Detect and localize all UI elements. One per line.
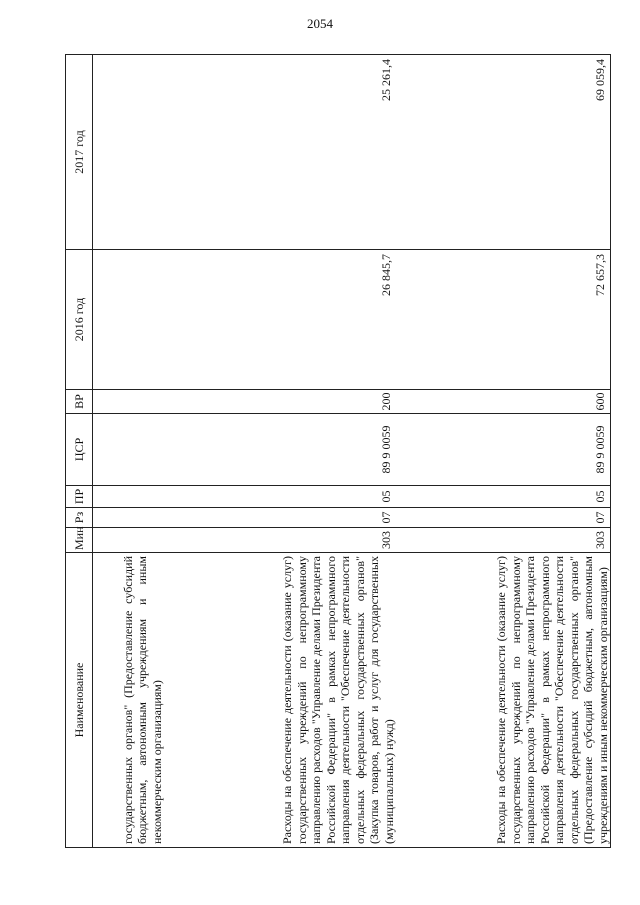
row-2016 (93, 250, 165, 390)
row-min: 303 (396, 528, 611, 553)
header-min: Мин (66, 528, 93, 553)
row-name-cell (396, 553, 611, 848)
header-vr: ВР (66, 390, 93, 414)
header-rz: Рз (66, 508, 93, 528)
row-name-cell (93, 553, 165, 848)
row-pr: 05 (396, 486, 611, 508)
row-name: государственных органов" (Предоставление субсидий бюджетным, автономным учреждениям и иным некоммерческим организациям) (120, 556, 164, 844)
table-header-row (66, 55, 93, 848)
row-2017 (93, 55, 165, 250)
row-csr: 89 9 0059 (164, 414, 396, 486)
row-vr: 200 (164, 390, 396, 414)
row-csr (93, 414, 165, 486)
budget-table (65, 54, 611, 848)
row-name: Расходы на обеспечение деятельности (оказание услуг) государственных учреждений по непрограммному направлению расходов "Управление делами Президента Российской Федерации" в рамках непрограммного направления деятельности "Обеспечение деятельности отдельных федеральных государственных органов" (Предоставление субсидий бюджетным, автономным учреждениям и иным некоммерческим организациям) (494, 556, 610, 844)
row-pr: 05 (164, 486, 396, 508)
row-rz: 07 (164, 508, 396, 528)
table-row (396, 55, 611, 848)
header-csr: ЦСР (66, 414, 93, 486)
rotated-table-area (65, 55, 610, 848)
table-row (164, 55, 396, 848)
page-number: 2054 (307, 16, 333, 31)
row-2017: 69 059,4 (396, 55, 611, 250)
row-rz: 07 (396, 508, 611, 528)
header-2016: 2016 год (66, 250, 93, 390)
row-vr (93, 390, 165, 414)
row-min: 303 (164, 528, 396, 553)
row-min (93, 528, 165, 553)
row-csr: 89 9 0059 (396, 414, 611, 486)
row-2016: 72 657,3 (396, 250, 611, 390)
row-name: Расходы на обеспечение деятельности (оказание услуг) государственных учреждений по непрограммному направлению расходов "Управление делами Президента Российской Федерации" в рамках непрограммного направления деятельности "Обеспечение деятельности отдельных федеральных государственных органов" (Закупка товаров, работ и услуг для государственных (муниципальных) нужд) (280, 556, 396, 844)
row-2017: 25 261,4 (164, 55, 396, 250)
row-pr (93, 486, 165, 508)
table-wrapper (65, 55, 610, 848)
header-pr: ПР (66, 486, 93, 508)
row-2016: 26 845,7 (164, 250, 396, 390)
row-rz (93, 508, 165, 528)
header-2017: 2017 год (66, 55, 93, 250)
table-row (93, 55, 165, 848)
row-name-cell (164, 553, 396, 848)
header-name: Наименование (66, 553, 93, 848)
row-vr: 600 (396, 390, 611, 414)
